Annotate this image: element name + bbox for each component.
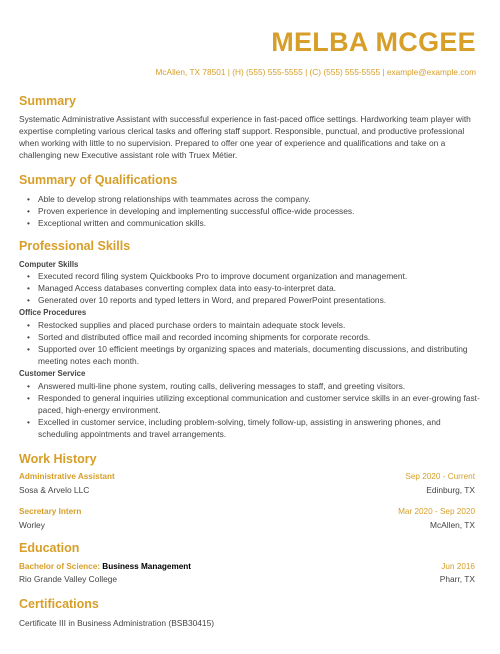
list-item: • Answered multi-line phone system, routing calls, delivering messages to staff, and greeting visitors. (19, 380, 481, 392)
list-item: • Supported over 10 efficient meetings by organizing spaces and materials, documenting discussions, and distributing meeting notes each month. (19, 343, 481, 367)
work-heading: Work History (19, 452, 97, 466)
job-title: Administrative Assistant (19, 472, 115, 481)
list-item: • Exceptional written and communication skills. (19, 217, 481, 229)
job-header-row (19, 472, 475, 484)
job-company: Sosa & Arvelo LLC (19, 485, 90, 495)
skill-group-list (19, 319, 481, 367)
job-company-row (19, 520, 475, 532)
list-item: • Generated over 10 reports and typed letters in Word, and prepared PowerPoint presentations. (19, 294, 481, 306)
list-item: • Managed Access databases converting complex data into easy-to-interpret data. (19, 282, 481, 294)
certifications-heading: Certifications (19, 597, 99, 611)
list-item: • Sorted and distributed office mail and recorded incoming shipments for corporate records. (19, 331, 481, 343)
skill-group-list (19, 380, 481, 440)
skills-heading: Professional Skills (19, 239, 131, 253)
graduation-date: Jun 2016 (441, 562, 475, 571)
degree-row (19, 562, 475, 574)
skill-group-heading: Office Procedures (19, 308, 87, 317)
job-location: Edinburg, TX (426, 485, 475, 495)
skill-group-heading: Customer Service (19, 369, 86, 378)
degree (19, 562, 191, 571)
certification-item: Certificate III in Business Administration (BSB30415) (19, 618, 215, 628)
qualifications-list (19, 193, 481, 229)
school-row (19, 574, 475, 586)
candidate-name: MELBA MCGEE (271, 27, 476, 57)
job-dates: Sep 2020 - Current (405, 472, 475, 481)
list-item: • Able to develop strong relationships with teammates across the company. (19, 193, 481, 205)
summary-heading: Summary (19, 94, 76, 108)
summary-text: Systematic Administrative Assistant with successful experience in fast-paced office settings. Hardworking team player with expertise completing various clerical tasks and offering staff support. Responsible, punctual, and productive professional when working with little to no supervision. Prepared to offer one year of experience and qualifications and take on a challenging new Executive assistant role with Truex Métier. (19, 114, 471, 161)
education-heading: Education (19, 541, 80, 555)
job-dates: Mar 2020 - Sep 2020 (398, 507, 475, 516)
degree-prefix: Bachelor of Science: (19, 562, 100, 571)
list-item: • Restocked supplies and placed purchase orders to maintain adequate stock levels. (19, 319, 481, 331)
skill-group-list (19, 270, 481, 306)
job-company-row (19, 485, 475, 497)
list-item: • Proven experience in developing and implementing successful office-wide processes. (19, 205, 481, 217)
job-location: McAllen, TX (430, 520, 475, 530)
degree-field: Business Management (102, 562, 192, 571)
school-name: Rio Grande Valley College (19, 574, 118, 584)
list-item: • Excelled in customer service, including problem-solving, timely follow-up, assisting in answering phones, and scheduling appointments and travel arrangements. (19, 416, 481, 440)
job-company: Worley (19, 520, 45, 530)
job-header-row (19, 507, 475, 519)
list-item: • Executed record filing system Quickbooks Pro to improve document organization and management. (19, 270, 481, 282)
school-location: Pharr, TX (439, 574, 475, 584)
skill-group-heading: Computer Skills (19, 260, 79, 269)
list-item: • Responded to general inquiries utilizing exceptional communication and customer service skills in an ever-growing fast-paced, high-energy environment. (19, 392, 481, 416)
job-title: Secretary Intern (19, 507, 82, 516)
contact-line: McAllen, TX 78501 | (H) (555) 555-5555 | (C) (555) 555-5555 | example@example.com (155, 67, 476, 77)
qualifications-heading: Summary of Qualifications (19, 173, 178, 187)
